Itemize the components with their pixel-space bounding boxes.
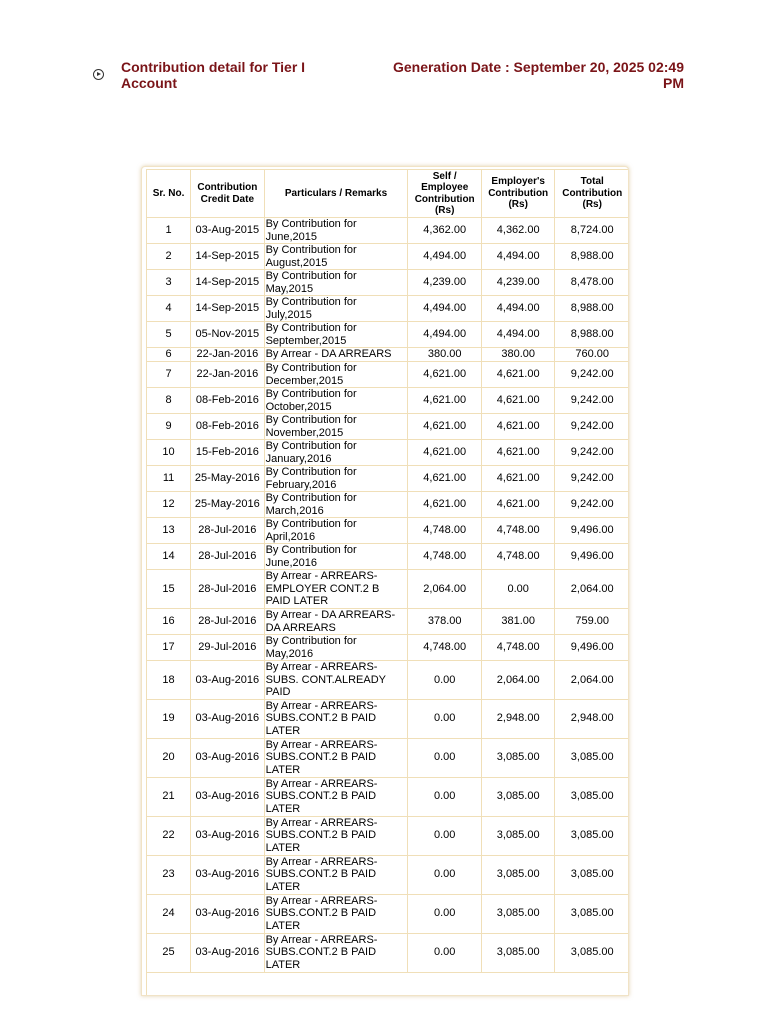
particulars-cell: By Contribution for June,2015 [264, 218, 408, 244]
table-row [147, 894, 630, 933]
particulars-cell: By Contribution for October,2015 [264, 388, 408, 414]
table-row [147, 635, 630, 661]
total-contribution-cell: 8,988.00 [555, 296, 629, 322]
self-contribution-cell: 4,621.00 [408, 388, 482, 414]
credit-date-cell: 25-May-2016 [191, 466, 265, 492]
sr-no-cell: 16 [147, 609, 191, 635]
table-row [147, 388, 630, 414]
employer-contribution-cell: 381.00 [481, 609, 555, 635]
employer-contribution-cell: 4,494.00 [481, 296, 555, 322]
total-contribution-cell: 8,478.00 [555, 270, 629, 296]
table-row [147, 322, 630, 348]
credit-date-cell: 29-Jul-2016 [191, 635, 265, 661]
sr-no-cell: 10 [147, 440, 191, 466]
sr-no-cell: 18 [147, 661, 191, 700]
total-contribution-cell: 9,496.00 [555, 635, 629, 661]
credit-date-cell: 14-Sep-2015 [191, 270, 265, 296]
self-contribution-cell: 4,362.00 [408, 218, 482, 244]
table-row [147, 855, 630, 894]
self-contribution-cell: 0.00 [408, 699, 482, 738]
total-contribution-cell: 2,064.00 [555, 570, 629, 609]
particulars-cell: By Arrear - ARREARS-SUBS.CONT.2 B PAID LATER [264, 894, 408, 933]
self-contribution-cell: 0.00 [408, 855, 482, 894]
total-contribution-cell: 3,085.00 [555, 816, 629, 855]
total-contribution-cell: 2,948.00 [555, 699, 629, 738]
sr-no-cell: 25 [147, 933, 191, 972]
sr-no-cell: 6 [147, 348, 191, 362]
table-row [147, 699, 630, 738]
employer-contribution-cell: 0.00 [481, 570, 555, 609]
self-contribution-cell: 4,621.00 [408, 492, 482, 518]
credit-date-cell: 03-Aug-2016 [191, 894, 265, 933]
table-body [147, 218, 630, 995]
particulars-cell: By Contribution for November,2015 [264, 414, 408, 440]
sr-no-cell: 20 [147, 738, 191, 777]
column-header-employer-contribution: Employer's Contribution (Rs) [481, 170, 555, 218]
credit-date-cell: 28-Jul-2016 [191, 609, 265, 635]
sr-no-cell: 3 [147, 270, 191, 296]
sr-no-cell: 24 [147, 894, 191, 933]
table-row [147, 244, 630, 270]
credit-date-cell: 28-Jul-2016 [191, 544, 265, 570]
total-contribution-cell: 9,242.00 [555, 414, 629, 440]
particulars-cell: By Contribution for August,2015 [264, 244, 408, 270]
total-contribution-cell: 9,242.00 [555, 492, 629, 518]
table-row [147, 661, 630, 700]
self-contribution-cell: 2,064.00 [408, 570, 482, 609]
generation-date: Generation Date : September 20, 2025 02:49 PM [392, 59, 684, 91]
particulars-cell: By Arrear - DA ARREARS-DA ARREARS [264, 609, 408, 635]
credit-date-cell: 03-Aug-2016 [191, 661, 265, 700]
particulars-cell: By Arrear - ARREARS-SUBS.CONT.2 B PAID LATER [264, 933, 408, 972]
table-row [147, 777, 630, 816]
sr-no-cell: 15 [147, 570, 191, 609]
particulars-cell: By Contribution for May,2015 [264, 270, 408, 296]
total-contribution-cell: 8,724.00 [555, 218, 629, 244]
self-contribution-cell: 4,621.00 [408, 440, 482, 466]
self-contribution-cell: 0.00 [408, 933, 482, 972]
sr-no-cell: 5 [147, 322, 191, 348]
credit-date-cell: 22-Jan-2016 [191, 362, 265, 388]
sr-no-cell: 23 [147, 855, 191, 894]
table-row [147, 218, 630, 244]
employer-contribution-cell: 380.00 [481, 348, 555, 362]
employer-contribution-cell: 4,621.00 [481, 466, 555, 492]
particulars-cell: By Contribution for April,2016 [264, 518, 408, 544]
table-footer-cell [147, 972, 630, 995]
self-contribution-cell: 380.00 [408, 348, 482, 362]
total-contribution-cell: 9,242.00 [555, 440, 629, 466]
employer-contribution-cell: 4,494.00 [481, 322, 555, 348]
self-contribution-cell: 0.00 [408, 816, 482, 855]
credit-date-cell: 08-Feb-2016 [191, 388, 265, 414]
total-contribution-cell: 3,085.00 [555, 933, 629, 972]
sr-no-cell: 7 [147, 362, 191, 388]
contribution-table-card [141, 166, 629, 996]
self-contribution-cell: 0.00 [408, 894, 482, 933]
particulars-cell: By Arrear - ARREARS-EMPLOYER CONT.2 B PAID LATER [264, 570, 408, 609]
table-row [147, 466, 630, 492]
credit-date-cell: 15-Feb-2016 [191, 440, 265, 466]
employer-contribution-cell: 4,621.00 [481, 492, 555, 518]
table-row [147, 518, 630, 544]
particulars-cell: By Contribution for July,2015 [264, 296, 408, 322]
employer-contribution-cell: 4,362.00 [481, 218, 555, 244]
employer-contribution-cell: 4,621.00 [481, 414, 555, 440]
sr-no-cell: 14 [147, 544, 191, 570]
total-contribution-cell: 3,085.00 [555, 894, 629, 933]
column-header-credit-date: Contribution Credit Date [191, 170, 265, 218]
self-contribution-cell: 4,748.00 [408, 635, 482, 661]
employer-contribution-cell: 4,748.00 [481, 518, 555, 544]
self-contribution-cell: 4,621.00 [408, 362, 482, 388]
self-contribution-cell: 0.00 [408, 738, 482, 777]
employer-contribution-cell: 3,085.00 [481, 738, 555, 777]
credit-date-cell: 03-Aug-2016 [191, 738, 265, 777]
self-contribution-cell: 0.00 [408, 777, 482, 816]
page-header [90, 59, 684, 95]
employer-contribution-cell: 3,085.00 [481, 777, 555, 816]
page-title: Contribution detail for Tier I Account [121, 59, 306, 91]
particulars-cell: By Arrear - ARREARS-SUBS.CONT.2 B PAID LATER [264, 816, 408, 855]
total-contribution-cell: 3,085.00 [555, 738, 629, 777]
credit-date-cell: 14-Sep-2015 [191, 244, 265, 270]
table-row [147, 933, 630, 972]
self-contribution-cell: 4,621.00 [408, 414, 482, 440]
particulars-cell: By Arrear - ARREARS-SUBS.CONT.2 B PAID LATER [264, 738, 408, 777]
table-row [147, 362, 630, 388]
total-contribution-cell: 8,988.00 [555, 322, 629, 348]
sr-no-cell: 4 [147, 296, 191, 322]
table-row [147, 609, 630, 635]
sr-no-cell: 2 [147, 244, 191, 270]
credit-date-cell: 08-Feb-2016 [191, 414, 265, 440]
employer-contribution-cell: 4,748.00 [481, 544, 555, 570]
self-contribution-cell: 4,748.00 [408, 544, 482, 570]
total-contribution-cell: 8,988.00 [555, 244, 629, 270]
sr-no-cell: 21 [147, 777, 191, 816]
total-contribution-cell: 9,242.00 [555, 466, 629, 492]
credit-date-cell: 22-Jan-2016 [191, 348, 265, 362]
credit-date-cell: 03-Aug-2016 [191, 699, 265, 738]
table-row [147, 414, 630, 440]
sr-no-cell: 1 [147, 218, 191, 244]
particulars-cell: By Contribution for May,2016 [264, 635, 408, 661]
table-row [147, 440, 630, 466]
sr-no-cell: 11 [147, 466, 191, 492]
contribution-table [146, 169, 629, 995]
arrow-circle-icon[interactable] [93, 69, 104, 80]
particulars-cell: By Arrear - ARREARS-SUBS.CONT.2 B PAID LATER [264, 777, 408, 816]
credit-date-cell: 28-Jul-2016 [191, 518, 265, 544]
particulars-cell: By Contribution for June,2016 [264, 544, 408, 570]
column-header-self-contribution: Self / Employee Contribution (Rs) [408, 170, 482, 218]
self-contribution-cell: 4,494.00 [408, 322, 482, 348]
total-contribution-cell: 9,496.00 [555, 518, 629, 544]
credit-date-cell: 14-Sep-2015 [191, 296, 265, 322]
employer-contribution-cell: 2,948.00 [481, 699, 555, 738]
employer-contribution-cell: 3,085.00 [481, 855, 555, 894]
particulars-cell: By Arrear - DA ARREARS [264, 348, 408, 362]
total-contribution-cell: 9,242.00 [555, 362, 629, 388]
column-header-total-contribution: Total Contribution (Rs) [555, 170, 629, 218]
credit-date-cell: 03-Aug-2016 [191, 855, 265, 894]
sr-no-cell: 12 [147, 492, 191, 518]
employer-contribution-cell: 4,494.00 [481, 244, 555, 270]
employer-contribution-cell: 4,748.00 [481, 635, 555, 661]
self-contribution-cell: 0.00 [408, 661, 482, 700]
credit-date-cell: 25-May-2016 [191, 492, 265, 518]
credit-date-cell: 03-Aug-2016 [191, 777, 265, 816]
total-contribution-cell: 3,085.00 [555, 777, 629, 816]
credit-date-cell: 28-Jul-2016 [191, 570, 265, 609]
sr-no-cell: 13 [147, 518, 191, 544]
column-header-sr-no: Sr. No. [147, 170, 191, 218]
sr-no-cell: 22 [147, 816, 191, 855]
table-row [147, 570, 630, 609]
employer-contribution-cell: 3,085.00 [481, 894, 555, 933]
employer-contribution-cell: 4,621.00 [481, 362, 555, 388]
particulars-cell: By Arrear - ARREARS-SUBS.CONT.2 B PAID LATER [264, 699, 408, 738]
table-row [147, 296, 630, 322]
total-contribution-cell: 3,085.00 [555, 855, 629, 894]
column-header-particulars: Particulars / Remarks [264, 170, 408, 218]
credit-date-cell: 05-Nov-2015 [191, 322, 265, 348]
credit-date-cell: 03-Aug-2015 [191, 218, 265, 244]
particulars-cell: By Contribution for September,2015 [264, 322, 408, 348]
table-row [147, 348, 630, 362]
employer-contribution-cell: 4,621.00 [481, 440, 555, 466]
table-header-row [147, 170, 630, 218]
total-contribution-cell: 9,242.00 [555, 388, 629, 414]
self-contribution-cell: 378.00 [408, 609, 482, 635]
employer-contribution-cell: 2,064.00 [481, 661, 555, 700]
self-contribution-cell: 4,748.00 [408, 518, 482, 544]
particulars-cell: By Arrear - ARREARS-SUBS.CONT.2 B PAID LATER [264, 855, 408, 894]
employer-contribution-cell: 4,621.00 [481, 388, 555, 414]
particulars-cell: By Contribution for December,2015 [264, 362, 408, 388]
particulars-cell: By Contribution for February,2016 [264, 466, 408, 492]
total-contribution-cell: 2,064.00 [555, 661, 629, 700]
self-contribution-cell: 4,494.00 [408, 244, 482, 270]
sr-no-cell: 17 [147, 635, 191, 661]
sr-no-cell: 9 [147, 414, 191, 440]
total-contribution-cell: 759.00 [555, 609, 629, 635]
self-contribution-cell: 4,239.00 [408, 270, 482, 296]
table-row [147, 492, 630, 518]
self-contribution-cell: 4,621.00 [408, 466, 482, 492]
credit-date-cell: 03-Aug-2016 [191, 816, 265, 855]
table-footer-row [147, 972, 630, 995]
employer-contribution-cell: 3,085.00 [481, 816, 555, 855]
particulars-cell: By Arrear - ARREARS-SUBS. CONT.ALREADY PAID [264, 661, 408, 700]
table-row [147, 544, 630, 570]
particulars-cell: By Contribution for March,2016 [264, 492, 408, 518]
sr-no-cell: 19 [147, 699, 191, 738]
employer-contribution-cell: 3,085.00 [481, 933, 555, 972]
particulars-cell: By Contribution for January,2016 [264, 440, 408, 466]
self-contribution-cell: 4,494.00 [408, 296, 482, 322]
employer-contribution-cell: 4,239.00 [481, 270, 555, 296]
total-contribution-cell: 9,496.00 [555, 544, 629, 570]
table-row [147, 816, 630, 855]
table-row [147, 270, 630, 296]
credit-date-cell: 03-Aug-2016 [191, 933, 265, 972]
table-row [147, 738, 630, 777]
total-contribution-cell: 760.00 [555, 348, 629, 362]
sr-no-cell: 8 [147, 388, 191, 414]
